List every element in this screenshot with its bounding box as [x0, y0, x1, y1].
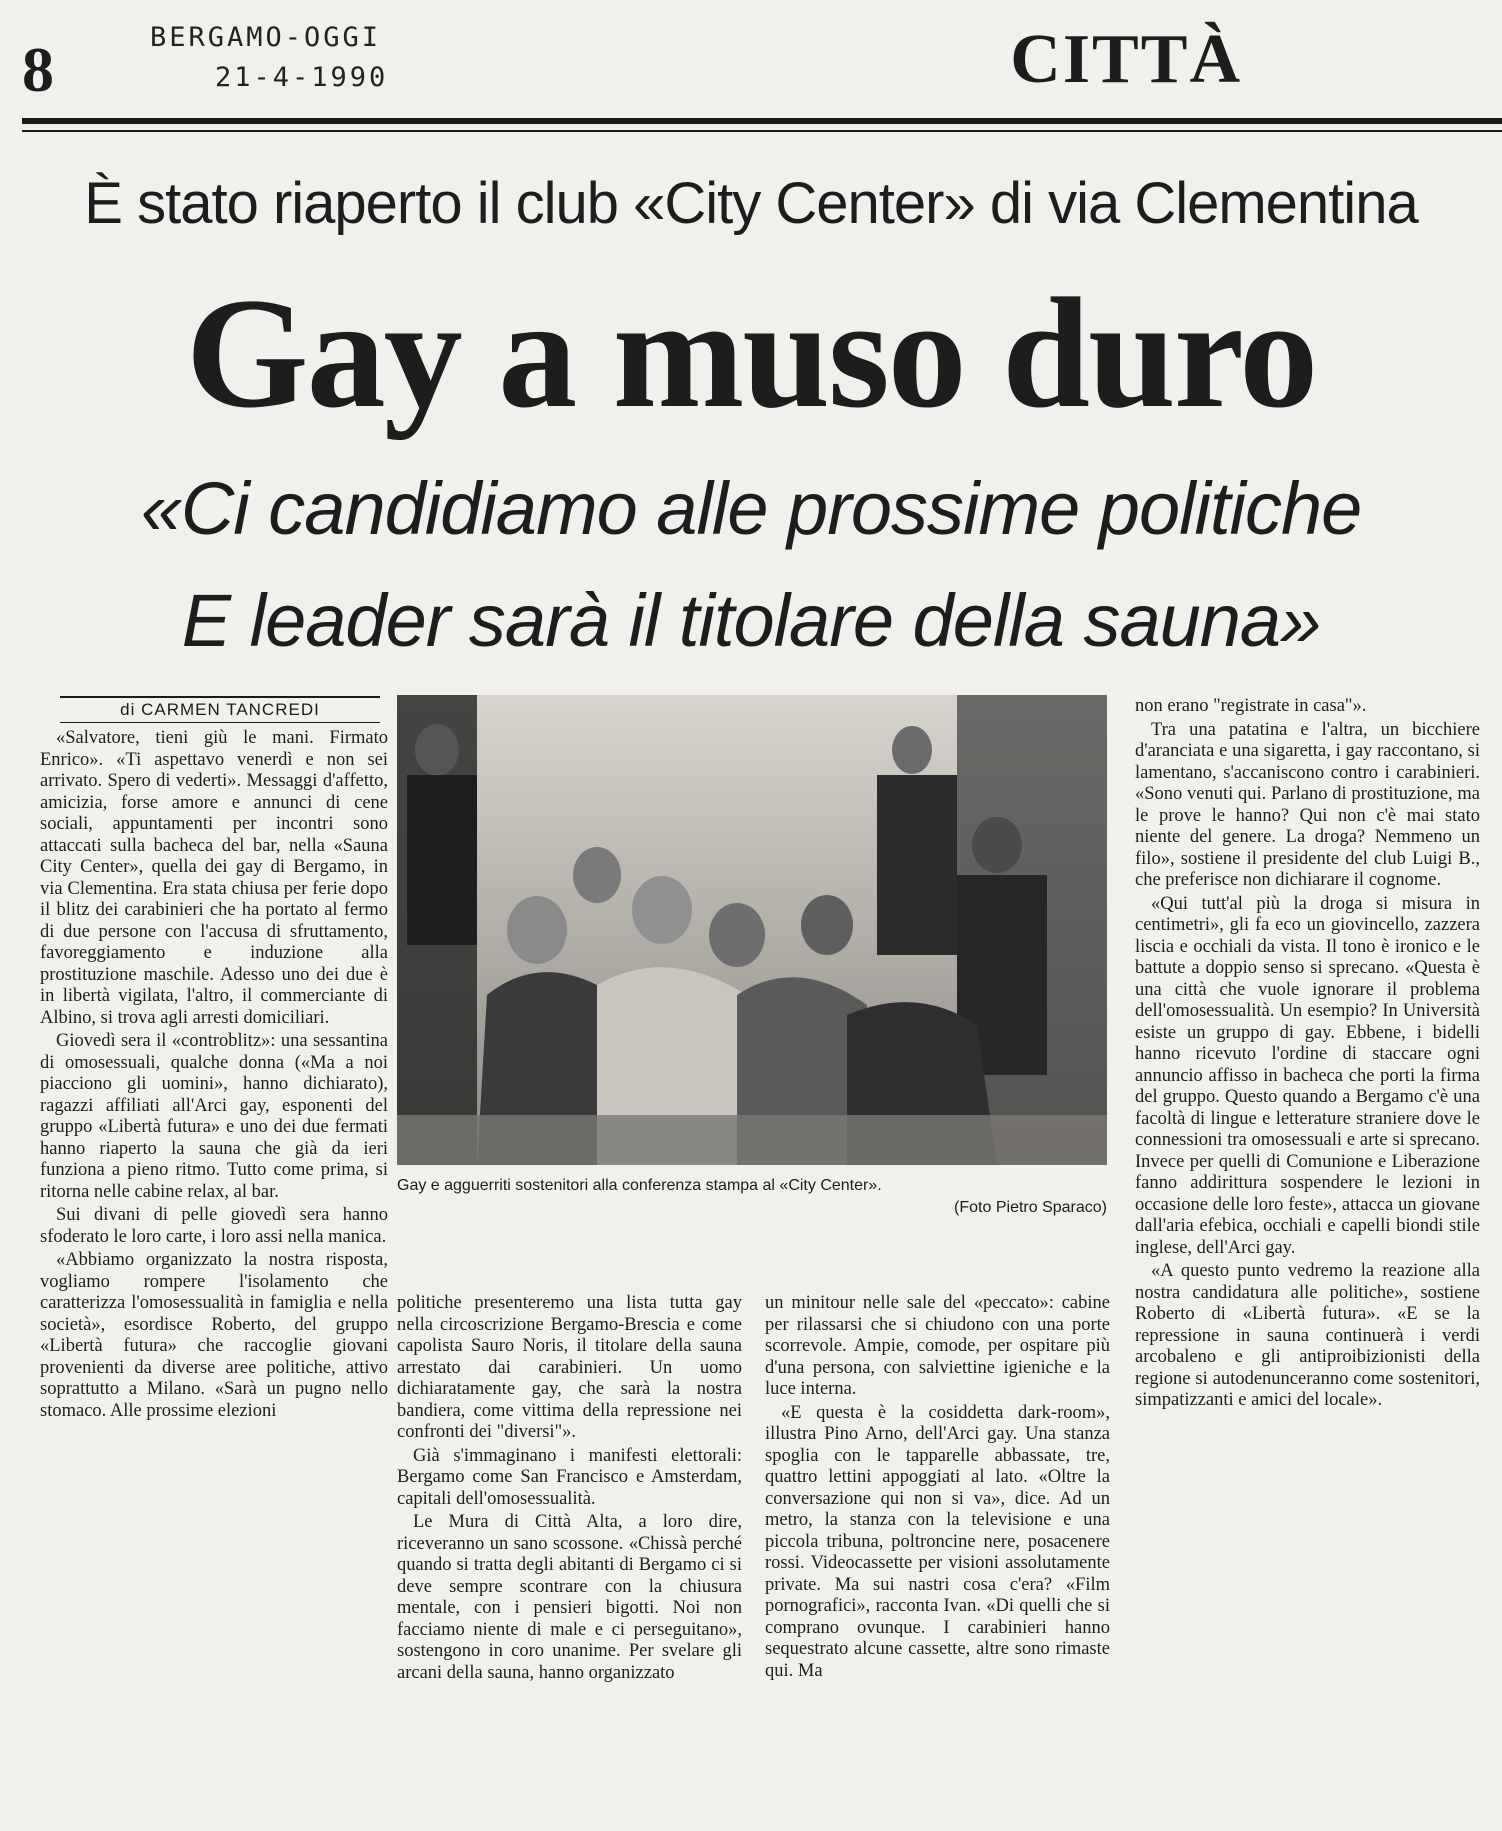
paragraph: «E questa è la cosiddetta dark-room», illustra Pino Arno, dell'Arci gay. Una stanza spoglia con le tapparelle abbassate, tre, quattro lettini appoggiati al lato. «Oltre la conversazione qui non si va», dice. Ad un metro, la stanza con la televisione e una piccola tribuna, poltroncine nere, posacenere rossi. Videocassette per visioni assolutamente private. Ma sui nastri cosa c'era? «Film pornografici», racconta Ivan. «Di quelli che si comprano ovunque. I carabinieri hanno sequestrato alcune cassette, altre sono rimaste qui. Ma	[765, 1402, 1110, 1681]
paragraph: Le Mura di Città Alta, a loro dire, riceveranno un sano scossone. «Chissà perché quando si tratta degli abitanti di Bergamo ci si deve sempre scontrare con la chiusura mentale, con i pensieri bigotti. Noi non facciamo niente di male e ci perseguitano», sostengono in coro unanime. Per svelare gli arcani della sauna, hanno organizzato	[397, 1512, 742, 1683]
article-headline: Gay a muso duro	[185, 266, 1317, 441]
photo-credit: (Foto Pietro Sparaco)	[954, 1199, 1107, 1216]
section-title: CITTÀ	[1010, 21, 1242, 98]
article-column-4	[1135, 696, 1480, 1823]
handwritten-source-note: BERGAMO-OGGI	[150, 22, 382, 53]
paragraph: Tra una patatina e l'altra, un bicchiere d'aranciata e una sigaretta, i gay raccontano, si lamentano, s'accaniscono contro i carabinieri. «Sono venuti qui. Parlano di prostituzione, ma le prove le hanno? Qui non c'è mai stato niente del genere. La droga? Nemmeno un filo», sostiene il presidente del club Luigi B., che preferisce non dichiarare il cognome.	[1135, 719, 1480, 890]
article-subheadline-2: E leader sarà il titolare della sauna»	[181, 579, 1321, 662]
paragraph: un minitour nelle sale del «peccato»: cabine per rilassarsi che si chiudono con una porte scorrevole. Ampie, comode, per ospitare più d'una persona, con salviettine igieniche e la luce interna.	[765, 1293, 1110, 1399]
photo-illustration	[397, 695, 1107, 1165]
paragraph: «A questo punto vedremo la reazione alla nostra candidatura alle politiche», sostiene Roberto di «Libertà futura». «E se la repressione in sauna continuerà i verdi arcobaleno e gli antiproibizionisti della regione si autodenunceranno come sostenitori, simpatizzanti e amici del locale».	[1135, 1261, 1480, 1410]
paragraph: «Qui tutt'al più la droga si misura in centimetri», gli fa eco un giovincello, zazzera liscia e occhiali da vista. Il tono è ironico e le battute a doppio senso si sprecano. «Questa è una città che vuole ignorare il problema dell'omosessualità. Un esempio? In Università esiste un gruppo di gay. Ebbene, i bidelli hanno ricevuto l'ordine di staccare ogni annuncio affisso in bacheca che porti la firma del gruppo. Questo quando a Bergamo c'è una facoltà di lingue e letterature straniere dove le connessioni tra omosessuali e arte si sprecano. Invece per quelli di Comunione e Liberazione fanno addirittura sospendere le lezioni in occasione delle loro feste», attacca un giovane dall'aria efebica, occhiali e capelli biondi stile inglese, dell'Arci gay.	[1135, 893, 1480, 1258]
paragraph: Già s'immaginano i manifesti elettorali: Bergamo come San Francisco e Amsterdam, capitali dell'omosessualità.	[397, 1445, 742, 1509]
paragraph: «Abbiamo organizzato la nostra risposta, vogliamo rompere l'isolamento che caratterizza l'omosessualità in famiglia e nella società», esordisce Roberto, del gruppo «Libertà futura» che raccoglie giovani provenienti da diverse aree politiche, attivo soprattutto a Milano. «Sarà un pugno nello stomaco. Alle prossime elezioni	[40, 1250, 388, 1421]
masthead-rule	[22, 118, 1502, 124]
paragraph: politiche presenteremo una lista tutta gay nella circoscrizione Bergamo-Brescia e come capolista Sauro Noris, il titolare della sauna arrestato dai carabinieri. Un uomo dichiaratamente gay, che sarà la nostra bandiera, come vittima della repressione nei confronti dei "diversi"».	[397, 1293, 742, 1442]
paragraph: non erano "registrate in casa"».	[1135, 696, 1367, 716]
article-byline: di CARMEN TANCREDI	[60, 696, 380, 723]
article-subheadline-1: «Ci candidiamo alle prossime politiche	[140, 467, 1362, 550]
page-number: 8	[22, 34, 54, 105]
article-kicker: È stato riaperto il club «City Center» di via Clementina	[84, 171, 1418, 236]
masthead-rule-thin	[22, 130, 1502, 132]
article-column-1	[40, 728, 388, 1823]
paragraph: «Salvatore, tieni giù le mani. Firmato Enrico». «Ti aspettavo venerdì e non sei arrivato. Spero di vederti». Messaggi d'affetto, amicizia, forse amore e annunci di cene sociali, appuntamenti per incontri sono attaccati sulla bacheca del bar, nella «Sauna City Center», quella dei gay di Bergamo, in via Clementina. Era stata chiusa per ferie dopo il blitz dei carabinieri che ha portato al fermo di due persone con l'accusa di sfruttamento, favoreggiamento e induzione alla prostituzione maschile. Adesso uno dei due è in libertà vigilata, l'altro, il commerciante di Albino, si trova agli arresti domiciliari.	[40, 728, 388, 1028]
handwritten-date-note: 21-4-1990	[215, 62, 389, 93]
paragraph: Sui divani di pelle giovedì sera hanno sfoderato le loro carte, i loro assi nella manica.	[40, 1205, 388, 1247]
photo-caption-block	[397, 1175, 1107, 1219]
photo-caption: Gay e agguerriti sostenitori alla conferenza stampa al «City Center».	[397, 1177, 882, 1194]
press-conference-photo	[397, 695, 1107, 1165]
article-column-3	[765, 1293, 1110, 1823]
paragraph: Giovedì sera il «controblitz»: una sessantina di omosessuali, qualche donna («Ma a noi piacciono gli uomini», hanno dichiarato), ragazzi affiliati all'Arci gay, esponenti del gruppo «Libertà futura» e uno dei due fermati hanno riaperto la sauna che già da ieri funziona a pieno ritmo. Tutto come prima, si ritorna nelle cabine relax, al bar.	[40, 1031, 388, 1202]
article-column-2	[397, 1293, 742, 1823]
